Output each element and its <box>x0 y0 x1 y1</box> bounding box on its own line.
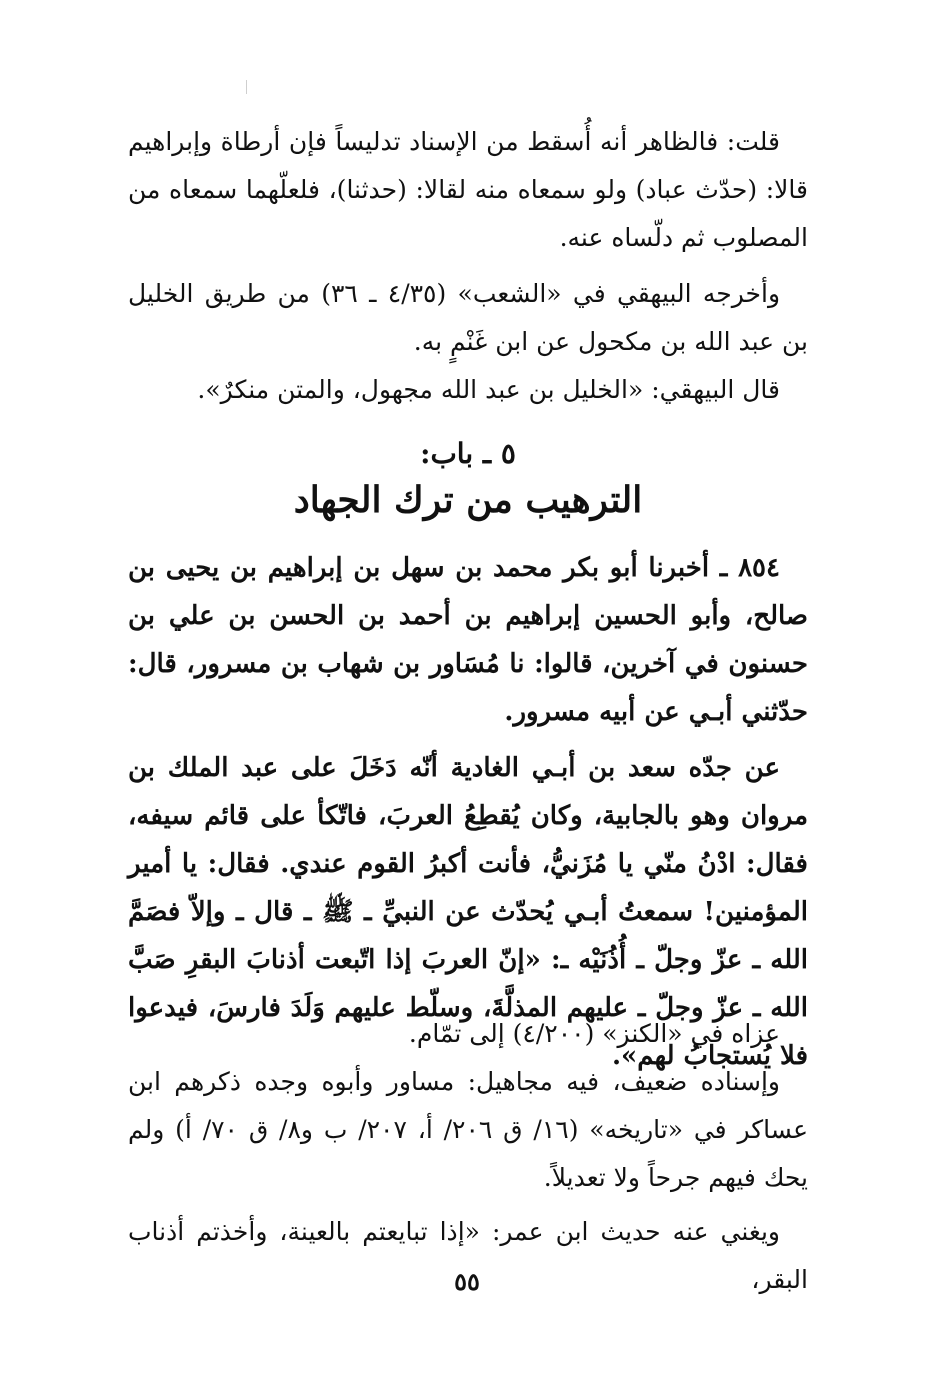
commentary-paragraph: وأخرجه البيهقي في «الشعب» (٤/٣٥ ـ ٣٦) من طريق الخليل بن عبد الله بن مكحول عن ابن غَنْمٍ به. <box>128 279 808 356</box>
commentary-paragraph: قلت: فالظاهر أنه أُسقط من الإسناد تدليساً فإن أرطاة وإبراهيم قالا: (حدّث عباد) ولو سمعاه منه لقالا: (حدثنا)، فلعلّهما سمعاه من المصلوب ثم دلّساه عنه. <box>128 127 808 252</box>
commentary-paragraph: قال البيهقي: «الخليل بن عبد الله مجهول، والمتن منكرٌ». <box>197 375 780 404</box>
commentary-paragraph: عزاه في «الكنز» (٤/٢٠٠) إلى تمّام. <box>408 1019 780 1048</box>
commentary-top <box>128 118 808 414</box>
scan-speck <box>246 80 247 94</box>
page-number: ٥٥ <box>454 1267 480 1296</box>
hadith-isnad: ٨٥٤ ـ أخبرنا أبو بكر محمد بن سهل بن إبراهيم بن يحيى بن صالح، وأبو الحسين إبراهيم بن أحمد بن الحسن بن علي بن حسنون في آخرين، قالوا: نا مُسَاور بن شهاب بن مسرور، قال: حدّثني أبـي عن أبيه مسرور. <box>128 553 809 727</box>
hadith-block <box>128 544 808 1080</box>
chapter-number: ٥ ـ باب: <box>420 437 516 470</box>
commentary-bottom <box>128 1010 808 1304</box>
chapter-title: الترهيب من ترك الجهاد <box>293 479 643 521</box>
commentary-paragraph: وإسناده ضعيف، فيه مجاهيل: مساور وأبوه وجده ذكرهم ابن عساكر في «تاريخه» (١٦/ ق ٢٠٦/ أ، ٢٠٧/ ب و٨/ ق ٧٠/ أ) ولم يحك فيهم جرحاً ولا تعديلاً. <box>128 1067 809 1192</box>
hadith-matn: عن جدّه سعد بن أبـي الغادية أنّه دَخَلَ على عبد الملك بن مروان وهو بالجابية، وكان يُقطِعُ العربَ، فاتّكأ على قائم سيفه، فقال: ادْنُ منّي يا مُزَنيُّ، فأنت أكبرُ القوم عندي. فقال: يا أمير المؤمنين! سمعتُ أبـي يُحدّث عن النبيِّ ـ ﷺ ـ قال ـ وإلاّ فصَمَّ الله ـ عزّ وجلّ ـ أُذُنَيْه ـ: «إنّ العربَ إذا اتّبعت أذنابَ البقرِ صَبَّ الله ـ عزّ وجلّ ـ عليهم المذلَّةَ، وسلّط عليهم وَلَدَ فارسَ، فيدعوا فلا يُستجابُ لهم». <box>128 753 808 1071</box>
commentary-paragraph: ويغني عنه حديث ابن عمر: «إذا تبايعتم بالعينة، وأخذتم أذناب البقر، <box>128 1217 808 1294</box>
